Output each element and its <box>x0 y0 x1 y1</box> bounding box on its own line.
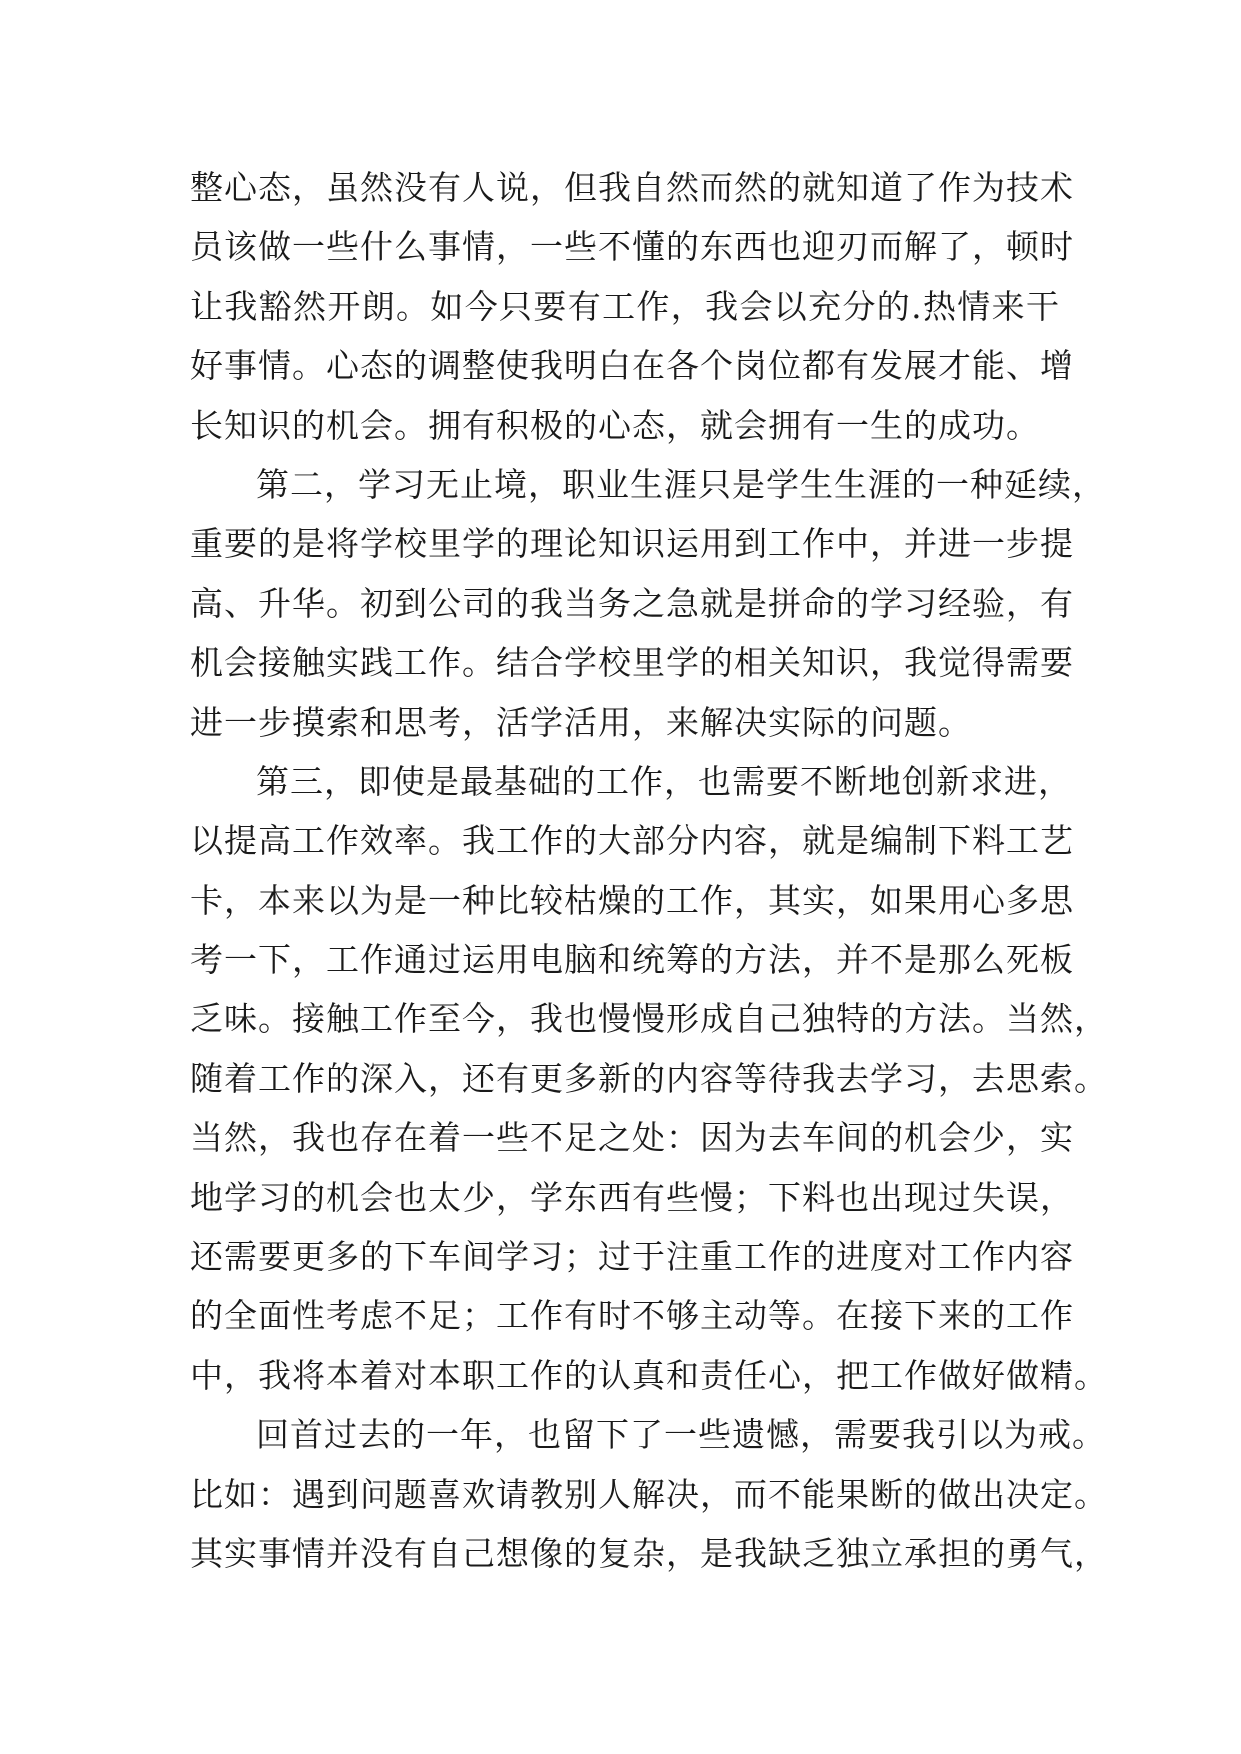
text-line: 员该做一些什么事情，一些不懂的东西也迎刃而解了，顿时 <box>190 227 1074 267</box>
text-line: 乏味。接触工作至今，我也慢慢形成自己独特的方法。当然， <box>190 999 1108 1039</box>
text-line: 第三，即使是最基础的工作，也需要不断地创新求进， <box>256 761 1072 801</box>
text-line: 机会接触实践工作。结合学校里学的相关知识，我觉得需要 <box>190 643 1074 683</box>
text-line: 考一下，工作通过运用电脑和统筹的方法，并不是那么死板 <box>190 940 1074 980</box>
text-line: 让我豁然开朗。如今只要有工作，我会以充分的.热情来干 <box>190 286 1060 326</box>
text-line: 随着工作的深入，还有更多新的内容等待我去学习，去思索。 <box>190 1058 1108 1098</box>
text-line: 重要的是将学校里学的理论知识运用到工作中，并进一步提 <box>190 524 1074 564</box>
text-line: 长知识的机会。拥有积极的心态，就会拥有一生的成功。 <box>190 405 1040 445</box>
text-line: 高、升华。初到公司的我当务之急就是拼命的学习经验，有 <box>190 583 1074 623</box>
text-line: 整心态，虽然没有人说，但我自然而然的就知道了作为技术 <box>190 168 1074 207</box>
text-line: 中，我将本着对本职工作的认真和责任心，把工作做好做精。 <box>190 1355 1108 1395</box>
text-line: 以提高工作效率。我工作的大部分内容，就是编制下料工艺 <box>190 821 1074 861</box>
text-line: 回首过去的一年，也留下了一些遗憾，需要我引以为戒。 <box>256 1415 1106 1455</box>
text-line: 卡，本来以为是一种比较枯燥的工作，其实，如果用心多思 <box>190 880 1074 920</box>
text-line: 还需要更多的下车间学习；过于注重工作的进度对工作内容 <box>190 1237 1074 1277</box>
document-body <box>190 158 1108 1583</box>
text-line: 比如：遇到问题喜欢请教别人解决，而不能果断的做出决定。 <box>190 1474 1108 1514</box>
text-line: 好事情。心态的调整使我明白在各个岗位都有发展才能、增 <box>190 346 1074 386</box>
text-line: 第二，学习无止境，职业生涯只是学生生涯的一种延续， <box>256 464 1106 504</box>
text-line: 其实事情并没有自己想像的复杂，是我缺乏独立承担的勇气， <box>190 1533 1108 1573</box>
text-line: 进一步摸索和思考，活学活用，来解决实际的问题。 <box>190 702 972 742</box>
text-line: 当然，我也存在着一些不足之处：因为去车间的机会少，实 <box>190 1118 1074 1158</box>
text-line: 地学习的机会也太少，学东西有些慢；下料也出现过失误， <box>190 1177 1074 1217</box>
text-line: 的全面性考虑不足；工作有时不够主动等。在接下来的工作 <box>190 1296 1074 1336</box>
